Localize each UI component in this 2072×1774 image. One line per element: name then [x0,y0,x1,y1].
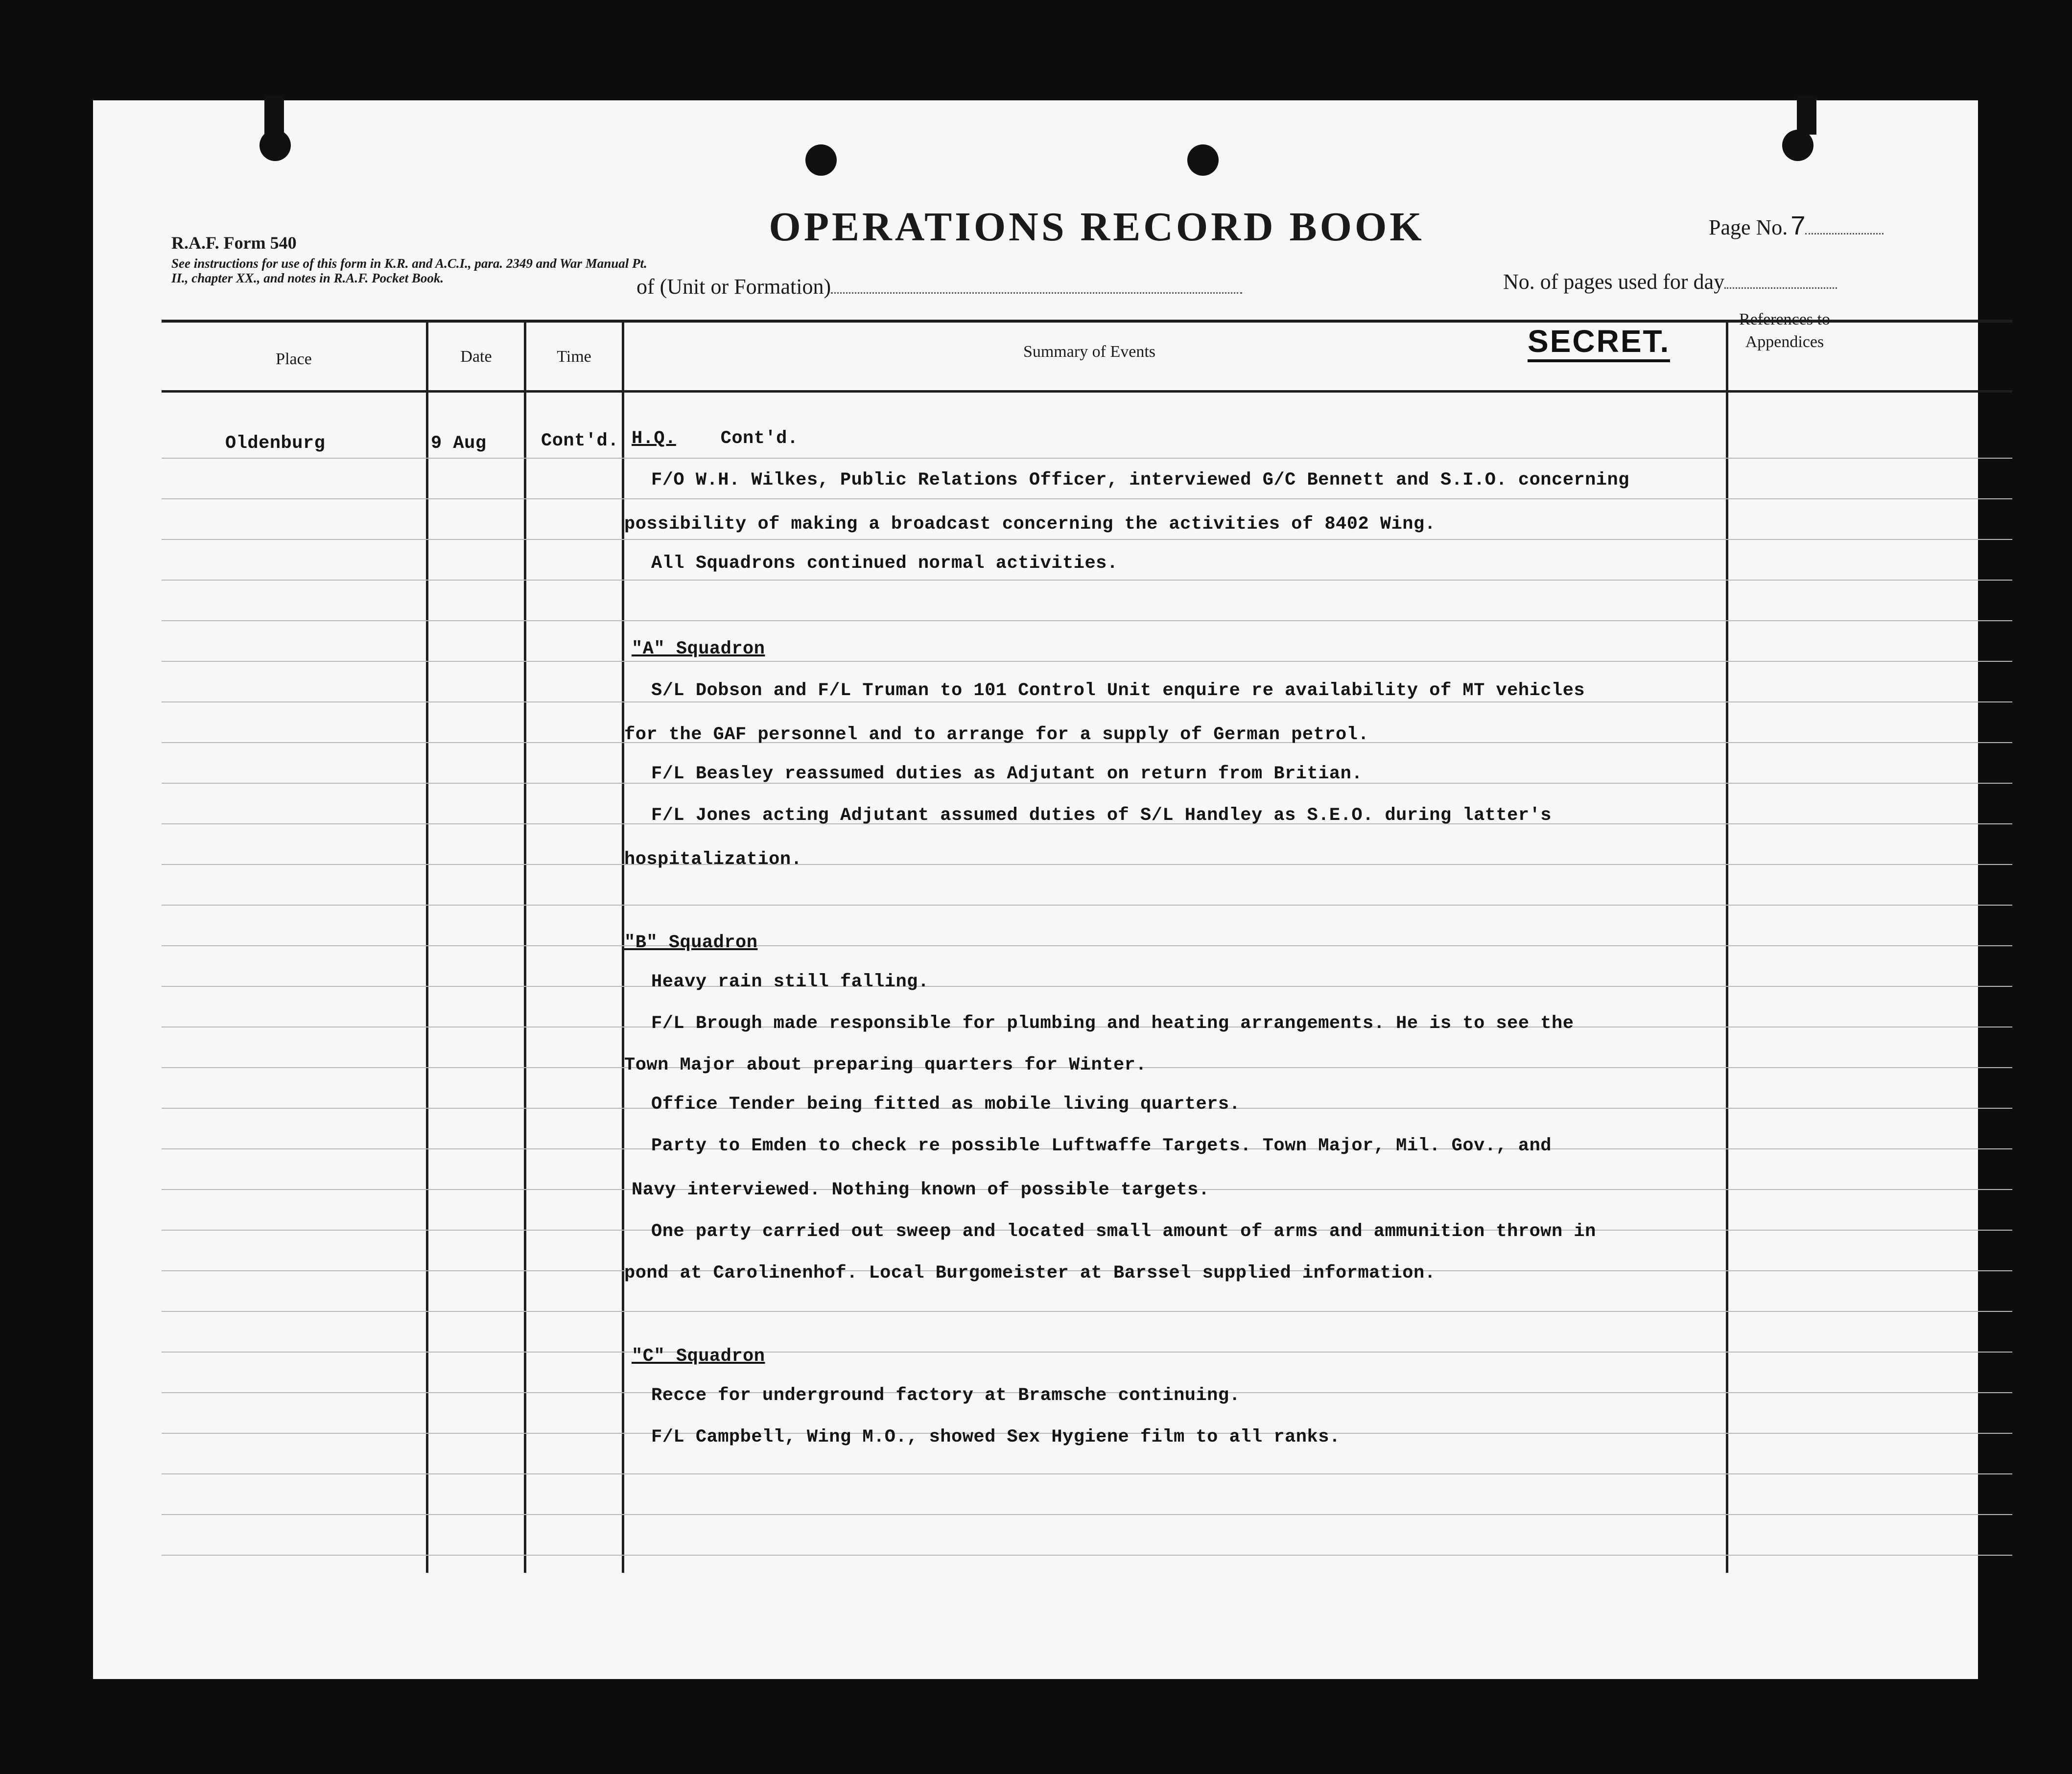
column-divider [524,320,526,1573]
punch-hole [1187,144,1219,176]
ruled-line [162,1311,2012,1312]
unit-label: of (Unit or Formation) [636,275,831,299]
punch-notch-left [264,95,284,135]
ruled-line [162,1514,2012,1515]
summary-line-text: hospitalization. [624,849,802,870]
ruled-line [162,1555,2012,1556]
summary-line [624,849,802,870]
section-heading [632,639,765,659]
ruled-line [162,661,2012,662]
summary-line-text: F/L Brough made responsible for plumbing and heating arrangements. He is to see the [651,1013,1574,1034]
page-title: OPERATIONS RECORD BOOK [769,204,1425,250]
summary-line-text: Navy interviewed. Nothing known of possible targets. [632,1180,1210,1200]
section-heading [624,933,757,953]
summary-line [651,1221,1596,1242]
summary-line [624,724,1369,745]
summary-line [651,1013,1574,1034]
punch-hole [1782,130,1813,161]
ruled-line [162,498,2012,499]
summary-line [651,470,1629,490]
punch-notch-right [1797,95,1816,135]
summary-line-text: S/L Dobson and F/L Truman to 101 Control Unit enquire re availability of MT vehicles [651,680,1585,701]
entry-place: Oldenburg [225,433,326,454]
ruled-line [162,986,2012,987]
summary-line [632,1180,1210,1200]
summary-line [651,1427,1341,1447]
column-header-time: Time [557,348,591,366]
summary-line-text: "C" Squadron [632,1346,765,1367]
summary-line-text: F/L Jones acting Adjutant assumed duties of S/L Handley as S.E.O. during latter's [651,805,1552,826]
ruled-line [162,905,2012,906]
ruled-line [162,1352,2012,1353]
record-sheet [93,100,1978,1679]
summary-line-text: Recce for underground factory at Bramsche continuing. [651,1385,1241,1406]
summary-line-text: possibility of making a broadcast concerning the activities of 8402 Wing. [624,514,1436,535]
summary-line-text: F/L Campbell, Wing M.O., showed Sex Hygiene film to all ranks. [651,1427,1341,1447]
summary-line [651,764,1363,784]
summary-line [624,514,1436,535]
entry-date: 9 Aug [431,433,487,454]
summary-line [624,1055,1147,1075]
summary-line [651,805,1552,826]
ruled-line [162,620,2012,621]
summary-line [651,972,929,992]
section-heading [632,1346,765,1367]
ruled-line [162,945,2012,946]
summary-line-text: Office Tender being fitted as mobile living quarters. [651,1094,1241,1115]
section-heading [632,428,799,449]
pages-used-label: No. of pages used for day [1503,270,1725,294]
column-divider [1726,320,1728,1573]
summary-line [651,1094,1240,1115]
page-number [1709,210,1884,241]
summary-line [624,1263,1436,1284]
form-instructions: See instructions for use of this form in K.R. and A.C.I., para. 2349 and War Manual Pt. II., chapter XX., and notes in R.A.F. Pocket Book. [171,256,647,285]
summary-line-text: H.Q. [632,428,676,449]
entry-time: Cont'd. [541,431,619,451]
summary-line [651,680,1585,701]
ruled-line [162,458,2012,459]
ruled-line [162,1473,2012,1474]
punch-hole [259,130,291,161]
summary-line [651,1136,1552,1156]
page-number-label: Page No. [1709,215,1788,239]
column-header-references: References to Appendices [1739,310,1830,351]
column-header-summary: Summary of Events [1023,343,1156,361]
summary-line-text: One party carried out sweep and located small amount of arms and ammunition thrown in [651,1221,1596,1242]
summary-line-text: Party to Emden to check re possible Luftwaffe Targets. Town Major, Mil. Gov., and [651,1136,1552,1156]
summary-line [651,1385,1240,1406]
summary-line-text: pond at Carolinenhof. Local Burgomeister at Barssel supplied information. [624,1263,1436,1284]
header-bottom-border [162,390,2012,393]
summary-line-text: F/L Beasley reassumed duties as Adjutant on return from Britian. [651,764,1363,784]
punch-hole [805,144,837,176]
summary-line-text: F/O W.H. Wilkes, Public Relations Officer, interviewed G/C Bennett and S.I.O. concerning [651,470,1629,490]
column-header-place: Place [276,350,312,368]
summary-line-text: for the GAF personnel and to arrange for a supply of German petrol. [624,724,1369,745]
pages-used-field [1503,269,1837,294]
form-number: R.A.F. Form 540 [171,233,297,253]
summary-line-text: All Squadrons continued normal activities. [651,553,1118,574]
ruled-line [162,701,2012,702]
summary-line-text: Town Major about preparing quarters for Winter. [624,1055,1147,1075]
summary-line-suffix: Cont'd. [676,428,799,449]
unit-field [636,274,1242,299]
page-number-value: 7 [1790,211,1806,240]
classification-stamp: SECRET. [1528,323,1670,362]
summary-line-text: "B" Squadron [624,933,758,953]
ruled-line [162,864,2012,865]
summary-line-text: "A" Squadron [632,639,765,659]
summary-line-text: Heavy rain still falling. [651,972,929,992]
column-header-date: Date [460,348,492,366]
column-divider [426,320,428,1573]
ruled-line [162,580,2012,581]
summary-line [651,553,1118,574]
ruled-line [162,539,2012,540]
